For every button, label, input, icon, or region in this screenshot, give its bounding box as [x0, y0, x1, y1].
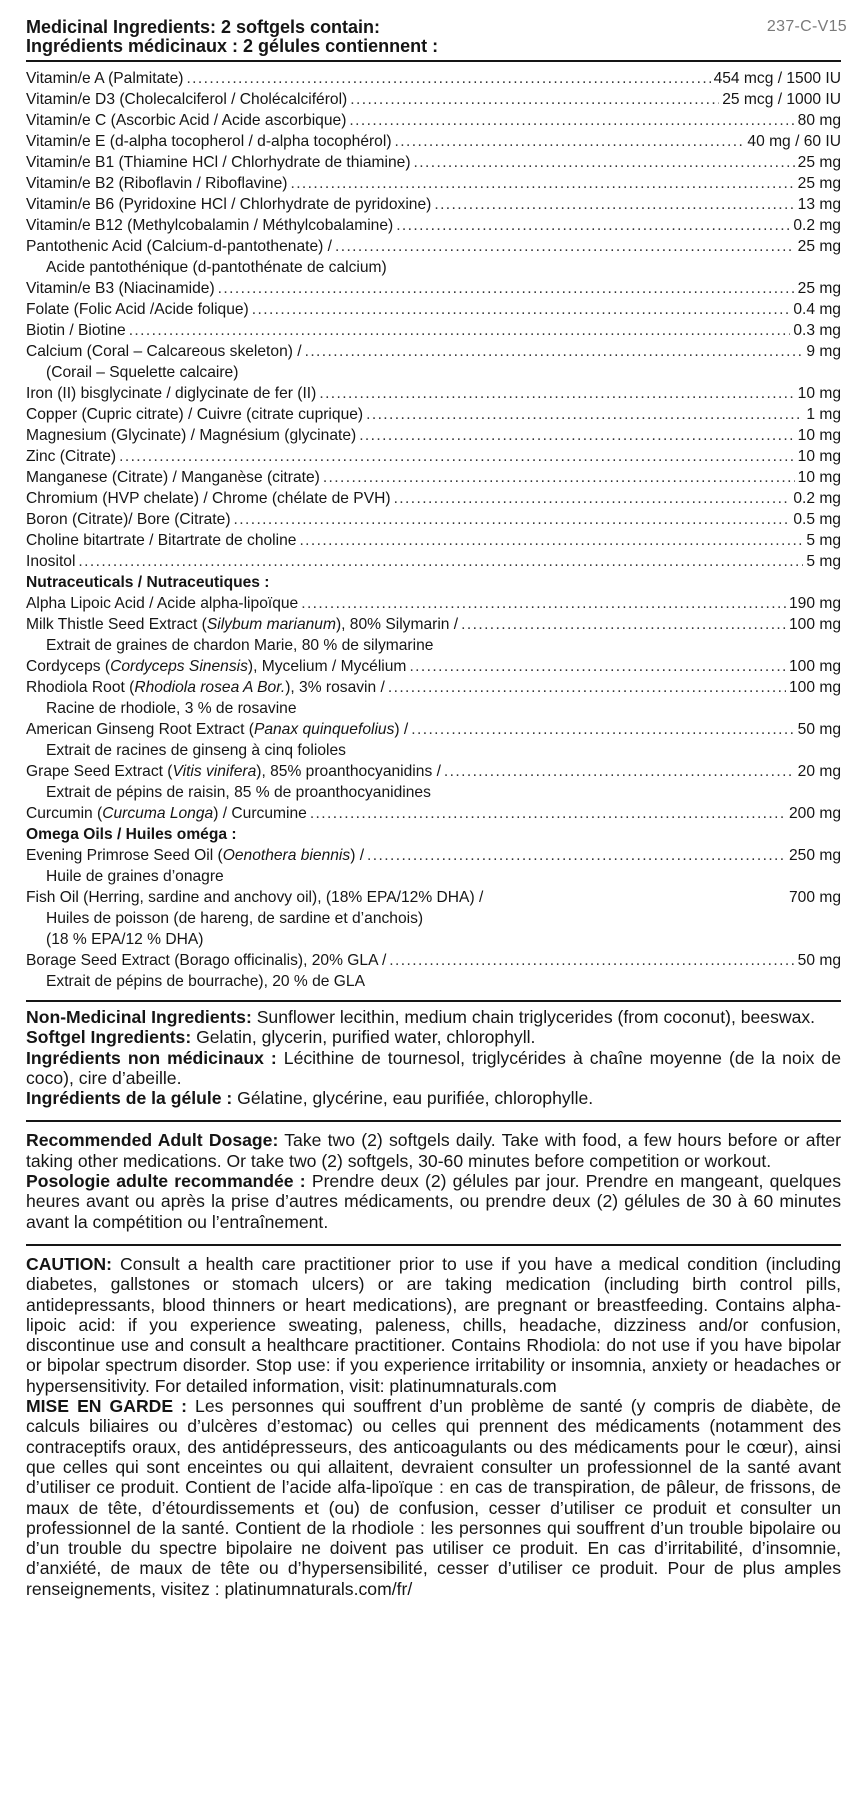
ingredient-row: [26, 278, 841, 299]
non-medicinal-fr-label: Ingrédients non médicinaux :: [26, 1047, 277, 1068]
ingredient-row: [26, 425, 841, 446]
ingredient-row: [26, 887, 841, 908]
dosage-fr-text: Prendre deux (2) gélules par jour. Prendre en mangeant, quelques heures avant ou après la prise d’autres médicaments, ou prendre deux (2) gélules de 30 à 60 minutes avant la compétition ou l’entraînement.: [26, 1171, 842, 1232]
ingredient-amount: 25 mg: [797, 238, 841, 255]
ingredient-row: [26, 845, 841, 866]
ingredient-amount: 10 mg: [797, 427, 841, 444]
dot-leader: [367, 845, 786, 866]
ingredient-amount: 10 mg: [797, 385, 841, 402]
omega-list: [26, 845, 841, 992]
ingredient-name: Zinc (Citrate): [26, 448, 117, 465]
ingredient-name: Grape Seed Extract (Vitis vinifera), 85% proanthocyanidins /: [26, 763, 441, 780]
dot-leader: [252, 299, 791, 320]
dot-leader: [218, 278, 795, 299]
dot-leader: [411, 719, 794, 740]
ingredient-amount: 250 mg: [788, 847, 841, 864]
ingredient-amount: 0.5 mg: [793, 511, 841, 528]
header-title-fr: Ingrédients médicinaux : 2 gélules contiennent :: [26, 36, 439, 56]
ingredient-name: Inositol: [26, 553, 76, 570]
non-medicinal-en: [26, 1007, 841, 1027]
ingredient-table: [26, 62, 841, 992]
caution-fr-text: Les personnes qui souffrent d’un problème de santé (y compris de diabète, de calculs biliaires ou d’ulcères d’estomac) ou celles qui prennent des médicaments (notamment des contraceptifs oraux, des antidépresseurs, des anticoagulants ou des médicaments pour le cœur), ainsi que celles qui sont enceintes ou qui allaitent, devraient consulter un professionnel de la santé avant d’utiliser ce produit. Contient de l’acide alfa-lipoïque : en cas de transpiration, de pâleur, de frissons, de maux de tête, d’étourdissements et (ou) de confusion, cesser d’utiliser ce produit et consulter un professionnel de la santé. Contient de la rhodiole : les personnes qui souffrent d’un trouble bipolaire ou d’un trouble du spectre bipolaire ne doivent pas utiliser ce produit. En cas d’irritabilité, d’insomnie, d’anxiété, de maux de tête ou d’hypersensibilité, cesser d’utiliser ce produit. Pour de plus amples renseignements, visitez : platinumnaturals.com/fr/: [26, 1396, 841, 1599]
ingredient-amount: 0.2 mg: [793, 490, 841, 507]
dot-leader: [305, 341, 804, 362]
ingredient-amount: 5 mg: [806, 553, 841, 570]
ingredient-row: [26, 509, 841, 530]
gelule-label: Ingrédients de la gélule :: [26, 1088, 233, 1109]
ingredient-row: [26, 131, 841, 152]
caution-en-text: Consult a health care practitioner prior to use if you have a medical condition (including diabetes, gallstones or stomach ulcers) or are taking medication (including birth control pills, antidepressants, blood thinners or heart medications), are pregnant or breastfeeding. Contains alpha-lipoic acid: if you experience sweating, paleness, chills, headache, dizziness and/or confusion, discontinue use and consult a healthcare practitioner. Contains Rhodiola: do not use if you have bipolar or bipolar spectrum disorder. Stop use: if you experience irritability or insomnia, anxiety or headaches or hypersensitivity. For detailed information, visit: platinumnaturals.com: [26, 1253, 841, 1396]
ingredient-row: [26, 89, 841, 110]
ingredient-amount: 50 mg: [797, 721, 841, 738]
header-title-en: Medicinal Ingredients: 2 softgels contain:: [26, 17, 381, 37]
ingredient-name: Cordyceps (Cordyceps Sinensis), Mycelium / Mycélium: [26, 658, 407, 675]
dot-leader: [299, 530, 803, 551]
ingredient-row: [26, 446, 841, 467]
ingredient-name: Vitamin/e D3 (Cholecalciferol / Cholécalciférol): [26, 91, 348, 108]
ingredient-amount: 50 mg: [797, 952, 841, 969]
ingredient-sub-line: Extrait de pépins de bourrache), 20 % de GLA: [46, 973, 365, 990]
ingredient-amount: 40 mg / 60 IU: [747, 133, 841, 150]
dot-leader: [301, 593, 786, 614]
ingredient-row: [26, 194, 841, 215]
dot-leader: [323, 467, 795, 488]
non-medicinal-section: [26, 1002, 841, 1112]
ingredient-name: Vitamin/e B6 (Pyridoxine HCl / Chlorhydrate de pyridoxine): [26, 196, 432, 213]
dosage-en: [26, 1130, 841, 1171]
dot-leader: [414, 152, 795, 173]
dot-leader: [319, 383, 794, 404]
ingredient-name: Vitamin/e B1 (Thiamine HCl / Chlorhydrate de thiamine): [26, 154, 411, 171]
ingredient-sub-line: (18 % EPA/12 % DHA): [46, 931, 204, 948]
dot-leader: [434, 194, 794, 215]
ingredient-row: [26, 320, 841, 341]
ingredient-name: Folate (Folic Acid /Acide folique): [26, 301, 249, 318]
ingredient-name: Vitamin/e B3 (Niacinamide): [26, 280, 215, 297]
ingredient-amount: 200 mg: [788, 805, 841, 822]
supplement-label: [26, 0, 847, 1599]
ingredient-row: [26, 761, 841, 782]
ingredient-name: Manganese (Citrate) / Manganèse (citrate): [26, 469, 320, 486]
ingredient-row: [26, 110, 841, 131]
ingredient-amount: 25 mg: [797, 154, 841, 171]
dot-leader: [359, 425, 794, 446]
ingredient-amount: 454 mcg / 1500 IU: [713, 70, 841, 87]
dot-leader: [350, 89, 719, 110]
nutraceuticals-list: [26, 593, 841, 824]
ingredient-amount: 100 mg: [788, 658, 841, 675]
ingredient-amount: 700 mg: [788, 889, 841, 906]
dot-leader: [461, 614, 786, 635]
dot-leader: [119, 446, 795, 467]
ingredient-name: Rhodiola Root (Rhodiola rosea A Bor.), 3% rosavin /: [26, 679, 385, 696]
non-medicinal-fr: [26, 1048, 841, 1089]
ingredient-name: Borage Seed Extract (Borago officinalis), 20% GLA /: [26, 952, 387, 969]
ingredient-amount: 25 mcg / 1000 IU: [722, 91, 841, 108]
ingredient-amount: 190 mg: [788, 595, 841, 612]
ingredient-row: [26, 173, 841, 194]
ingredient-sub-line: Extrait de graines de chardon Marie, 80 % de silymarine: [46, 637, 434, 654]
dot-leader: [234, 509, 791, 530]
ingredient-name: Pantothenic Acid (Calcium-d-pantothenate) /: [26, 238, 332, 255]
ingredient-amount: 0.2 mg: [793, 217, 841, 234]
ingredient-amount: 20 mg: [797, 763, 841, 780]
ingredient-amount: 1 mg: [806, 406, 841, 423]
ingredient-name: Vitamin/e A (Palmitate): [26, 70, 184, 87]
ingredient-name: Calcium (Coral – Calcareous skeleton) /: [26, 343, 302, 360]
ingredient-name: Boron (Citrate)/ Bore (Citrate): [26, 511, 231, 528]
softgel-label: Softgel Ingredients:: [26, 1027, 192, 1048]
dot-leader: [349, 110, 794, 131]
ingredient-name: Magnesium (Glycinate) / Magnésium (glycinate): [26, 427, 357, 444]
ingredient-name: American Ginseng Root Extract (Panax quinquefolius) /: [26, 721, 409, 738]
ingredient-amount: 5 mg: [806, 532, 841, 549]
ingredient-row: [26, 719, 841, 740]
ingredient-row: [26, 341, 841, 362]
ingredient-name: Curcumin (Curcuma Longa) / Curcumine: [26, 805, 307, 822]
gelule-text: Gélatine, glycérine, eau purifiée, chlorophylle.: [232, 1088, 594, 1109]
ingredient-row: [26, 551, 841, 572]
ingredient-sub-line: Huiles de poisson (de hareng, de sardine et d’anchois): [46, 910, 424, 927]
caution-en: [26, 1254, 841, 1396]
non-medicinal-en-text: Sunflower lecithin, medium chain triglycerides (from coconut), beeswax.: [251, 1007, 816, 1027]
caution-en-label: CAUTION:: [26, 1253, 113, 1274]
ingredient-amount: 25 mg: [797, 175, 841, 192]
ingredient-sub-line: Extrait de racines de ginseng à cinq folioles: [46, 742, 346, 759]
ingredient-amount: 0.3 mg: [793, 322, 841, 339]
ingredient-sub-line: Racine de rhodiole, 3 % de rosavine: [46, 700, 297, 717]
ingredient-sub-line: Acide pantothénique (d-pantothénate de calcium): [46, 259, 387, 276]
dosage-fr: [26, 1171, 841, 1232]
ingredient-amount: 100 mg: [788, 616, 841, 633]
ingredient-amount: 9 mg: [806, 343, 841, 360]
ingredient-row: [26, 152, 841, 173]
ingredient-sub-line: Extrait de pépins de raisin, 85 % de proanthocyanidines: [46, 784, 431, 801]
ingredient-name: Choline bitartrate / Bitartrate de choline: [26, 532, 297, 549]
ingredient-name: Chromium (HVP chelate) / Chrome (chélate de PVH): [26, 490, 391, 507]
dot-leader: [409, 656, 786, 677]
ingredient-row: [26, 215, 841, 236]
dot-leader: [366, 404, 803, 425]
vitamins-list: [26, 68, 841, 572]
dosage-en-label: Recommended Adult Dosage:: [26, 1130, 279, 1151]
non-medicinal-en-label: Non-Medicinal Ingredients:: [26, 1007, 252, 1027]
ingredient-row: [26, 614, 841, 635]
ingredient-row: [26, 803, 841, 824]
dot-leader: [186, 68, 710, 89]
ingredient-amount: 10 mg: [797, 448, 841, 465]
ingredient-row: [26, 299, 841, 320]
caution-section: [26, 1246, 841, 1599]
ingredient-name: Vitamin/e B2 (Riboflavin / Riboflavine): [26, 175, 288, 192]
ingredient-row: [26, 68, 841, 89]
ingredient-row: [26, 467, 841, 488]
ingredient-name: Fish Oil (Herring, sardine and anchovy oil), (18% EPA/12% DHA) /: [26, 889, 484, 906]
ingredient-amount: 0.4 mg: [793, 301, 841, 318]
ingredient-name: Evening Primrose Seed Oil (Oenothera biennis) /: [26, 847, 365, 864]
omega-heading: Omega Oils / Huiles oméga :: [26, 826, 237, 843]
ingredient-name: Copper (Cupric citrate) / Cuivre (citrate cuprique): [26, 406, 364, 423]
ingredient-row: [26, 404, 841, 425]
ingredient-name: Biotin / Biotine: [26, 322, 126, 339]
ingredient-row: [26, 656, 841, 677]
nutraceuticals-heading: Nutraceuticals / Nutraceutiques :: [26, 574, 270, 591]
ingredient-row: [26, 677, 841, 698]
dot-leader: [395, 131, 745, 152]
ingredient-row: [26, 950, 841, 971]
dot-leader: [396, 215, 790, 236]
ingredient-row: [26, 488, 841, 509]
dot-leader: [290, 173, 794, 194]
non-medicinal-fr-text: Lécithine de tournesol, triglycérides à chaîne moyenne (de la noix de coco), cire d’abeille.: [26, 1047, 841, 1088]
dot-leader: [388, 677, 786, 698]
gelule-ingredients-fr: [26, 1088, 841, 1108]
ingredient-name: Vitamin/e C (Ascorbic Acid / Acide ascorbique): [26, 112, 347, 129]
ingredient-name: Alpha Lipoic Acid / Acide alpha-lipoïque: [26, 595, 299, 612]
dot-leader: [310, 803, 786, 824]
caution-fr: [26, 1396, 841, 1599]
dot-leader: [129, 320, 791, 341]
dosage-en-text: Take two (2) softgels daily. Take with food, a few hours before or after taking other medications. Or take two (2) softgels, 30-60 minutes before competition or workout.: [26, 1130, 841, 1171]
softgel-ingredients-en: [26, 1027, 841, 1047]
ingredient-amount: 13 mg: [797, 196, 841, 213]
ingredient-name: Milk Thistle Seed Extract (Silybum marianum), 80% Silymarin /: [26, 616, 459, 633]
ingredient-sub-line: Huile de graines d’onagre: [46, 868, 224, 885]
softgel-text: Gelatin, glycerin, purified water, chlorophyll.: [191, 1027, 536, 1048]
ingredient-amount: 25 mg: [797, 280, 841, 297]
ingredient-name: Iron (II) bisglycinate / diglycinate de fer (II): [26, 385, 317, 402]
ingredient-row: [26, 236, 841, 257]
medicinal-ingredients-header: [26, 18, 841, 62]
ingredient-amount: 10 mg: [797, 469, 841, 486]
ingredient-sub-line: (Corail – Squelette calcaire): [46, 364, 239, 381]
ingredient-row: [26, 593, 841, 614]
dosage-fr-label: Posologie adulte recommandée :: [26, 1171, 306, 1192]
ingredient-amount: 80 mg: [797, 112, 841, 129]
dot-leader: [444, 761, 795, 782]
dot-leader: [394, 488, 791, 509]
caution-fr-label: MISE EN GARDE :: [26, 1396, 187, 1417]
ingredient-row: [26, 530, 841, 551]
dosage-section: [26, 1122, 841, 1235]
ingredient-amount: 100 mg: [788, 679, 841, 696]
dot-leader: [335, 236, 795, 257]
ingredient-row: [26, 383, 841, 404]
ingredient-name: Vitamin/e B12 (Methylcobalamin / Méthylcobalamine): [26, 217, 394, 234]
dot-leader: [78, 551, 803, 572]
ingredient-name: Vitamin/e E (d-alpha tocopherol / d-alpha tocophérol): [26, 133, 392, 150]
product-code: 237-C-V15: [766, 18, 847, 35]
dot-leader: [389, 950, 794, 971]
